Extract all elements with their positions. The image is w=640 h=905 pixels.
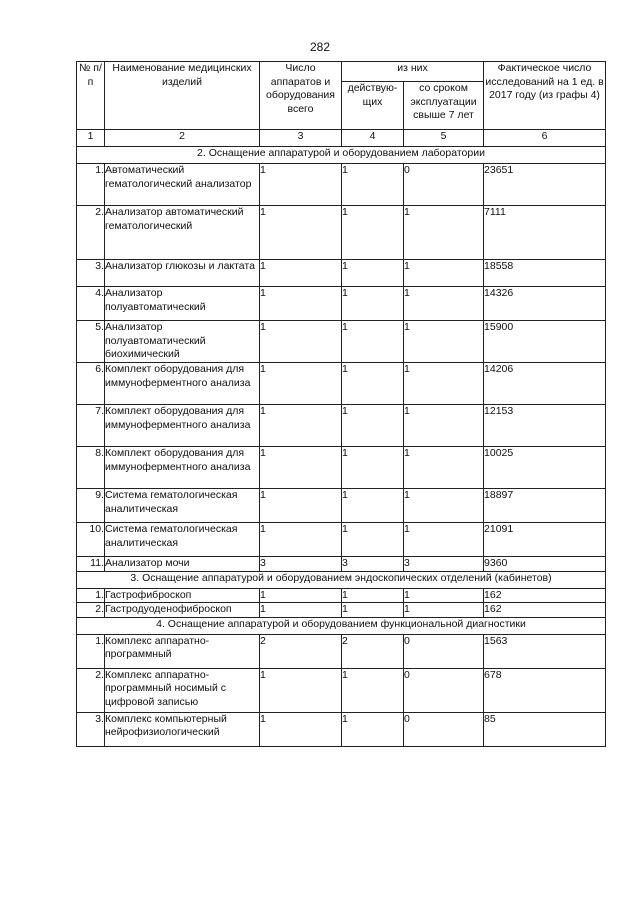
actual-studies: 14206	[484, 363, 606, 405]
column-number: 2	[105, 130, 260, 147]
count-active: 1	[342, 164, 404, 206]
item-name: Анализатор полуавтоматический биохимический	[105, 321, 260, 363]
count-over-7-years: 1	[404, 523, 484, 557]
actual-studies: 9360	[484, 557, 606, 572]
count-active: 1	[342, 489, 404, 523]
section-title: 3. Оснащение аппаратурой и оборудованием эндоскопических отделений (кабинетов)	[77, 571, 606, 588]
count-total: 3	[260, 557, 342, 572]
header-of-them: из них	[342, 62, 484, 82]
count-total: 1	[260, 712, 342, 746]
count-total: 1	[260, 363, 342, 405]
count-over-7-years: 1	[404, 447, 484, 489]
count-over-7-years: 0	[404, 712, 484, 746]
count-active: 1	[342, 603, 404, 618]
table-row	[77, 287, 606, 321]
section-header-row	[77, 147, 606, 164]
count-active: 1	[342, 588, 404, 603]
section-header-row	[77, 571, 606, 588]
count-active: 1	[342, 668, 404, 712]
table-row	[77, 260, 606, 287]
table-row	[77, 164, 606, 206]
header-actual: Фактическое число исследований на 1 ед. в 2017 году (из графы 4)	[484, 62, 606, 130]
count-total: 1	[260, 260, 342, 287]
section-title: 4. Оснащение аппаратурой и оборудованием функциональной диагностики	[77, 617, 606, 634]
item-name: Анализатор полуавтоматический	[105, 287, 260, 321]
row-number: 5.	[77, 321, 105, 363]
column-numbers-row	[77, 130, 606, 147]
count-over-7-years: 0	[404, 164, 484, 206]
actual-studies: 23651	[484, 164, 606, 206]
row-number: 6.	[77, 363, 105, 405]
header-name: Наименование медицинских изделий	[105, 62, 260, 130]
section-header-row	[77, 617, 606, 634]
row-number: 1.	[77, 164, 105, 206]
actual-studies: 162	[484, 603, 606, 618]
equipment-table	[76, 61, 606, 747]
actual-studies: 162	[484, 588, 606, 603]
count-active: 1	[342, 447, 404, 489]
count-active: 3	[342, 557, 404, 572]
item-name: Комплект оборудования для иммуноферментного анализа	[105, 405, 260, 447]
actual-studies: 1563	[484, 634, 606, 668]
actual-studies: 12153	[484, 405, 606, 447]
item-name: Комплекс аппаратно-программный	[105, 634, 260, 668]
column-number: 4	[342, 130, 404, 147]
count-total: 1	[260, 164, 342, 206]
item-name: Гастродуоденофиброскоп	[105, 603, 260, 618]
table-row	[77, 603, 606, 618]
count-active: 1	[342, 260, 404, 287]
table-row	[77, 523, 606, 557]
row-number: 3.	[77, 260, 105, 287]
row-number: 4.	[77, 287, 105, 321]
count-total: 1	[260, 321, 342, 363]
table-row	[77, 588, 606, 603]
count-over-7-years: 1	[404, 260, 484, 287]
table-row	[77, 668, 606, 712]
count-over-7-years: 1	[404, 287, 484, 321]
row-number: 3.	[77, 712, 105, 746]
header-over7: со сроком эксплуатации свыше 7 лет	[404, 82, 484, 130]
actual-studies: 21091	[484, 523, 606, 557]
row-number: 2.	[77, 206, 105, 260]
row-number: 11.	[77, 557, 105, 572]
actual-studies: 14326	[484, 287, 606, 321]
table-row	[77, 557, 606, 572]
item-name: Комплекс аппаратно-программный носимый с цифровой записью	[105, 668, 260, 712]
page-number: 282	[309, 40, 331, 54]
count-total: 1	[260, 668, 342, 712]
count-over-7-years: 1	[404, 363, 484, 405]
actual-studies: 18897	[484, 489, 606, 523]
count-over-7-years: 0	[404, 634, 484, 668]
row-number: 2.	[77, 668, 105, 712]
actual-studies: 15900	[484, 321, 606, 363]
table-row	[77, 363, 606, 405]
column-number: 1	[77, 130, 105, 147]
count-over-7-years: 0	[404, 668, 484, 712]
count-total: 1	[260, 405, 342, 447]
table-row	[77, 405, 606, 447]
row-number: 10.	[77, 523, 105, 557]
item-name: Анализатор мочи	[105, 557, 260, 572]
item-name: Анализатор автоматический гематологический	[105, 206, 260, 260]
count-over-7-years: 3	[404, 557, 484, 572]
item-name: Система гематологическая аналитическая	[105, 489, 260, 523]
actual-studies: 10025	[484, 447, 606, 489]
count-active: 1	[342, 523, 404, 557]
row-number: 9.	[77, 489, 105, 523]
count-over-7-years: 1	[404, 206, 484, 260]
count-total: 1	[260, 523, 342, 557]
count-active: 1	[342, 712, 404, 746]
count-over-7-years: 1	[404, 405, 484, 447]
column-number: 5	[404, 130, 484, 147]
count-over-7-years: 1	[404, 588, 484, 603]
actual-studies: 18558	[484, 260, 606, 287]
actual-studies: 7111	[484, 206, 606, 260]
item-name: Автоматический гематологический анализатор	[105, 164, 260, 206]
count-active: 1	[342, 287, 404, 321]
count-total: 1	[260, 603, 342, 618]
count-over-7-years: 1	[404, 489, 484, 523]
item-name: Комплект оборудования для иммуноферментного анализа	[105, 447, 260, 489]
count-total: 1	[260, 287, 342, 321]
count-active: 1	[342, 206, 404, 260]
row-number: 7.	[77, 405, 105, 447]
table-body	[77, 147, 606, 747]
table-row	[77, 489, 606, 523]
header-num: № п/п	[77, 62, 105, 130]
item-name: Гастрофиброскоп	[105, 588, 260, 603]
count-active: 1	[342, 363, 404, 405]
count-total: 1	[260, 588, 342, 603]
count-over-7-years: 1	[404, 321, 484, 363]
column-number: 6	[484, 130, 606, 147]
count-active: 2	[342, 634, 404, 668]
count-total: 1	[260, 489, 342, 523]
item-name: Комплекс компьютерный нейрофизиологический	[105, 712, 260, 746]
header-total: Число аппаратов и оборудования всего	[260, 62, 342, 130]
header-active: действую-щих	[342, 82, 404, 130]
count-total: 1	[260, 206, 342, 260]
count-active: 1	[342, 405, 404, 447]
item-name: Анализатор глюкозы и лактата	[105, 260, 260, 287]
table-row	[77, 206, 606, 260]
row-number: 1.	[77, 634, 105, 668]
item-name: Комплект оборудования для иммуноферментного анализа	[105, 363, 260, 405]
table-row	[77, 634, 606, 668]
row-number: 8.	[77, 447, 105, 489]
table-row	[77, 712, 606, 746]
table-row	[77, 447, 606, 489]
count-total: 1	[260, 447, 342, 489]
actual-studies: 85	[484, 712, 606, 746]
count-total: 2	[260, 634, 342, 668]
count-over-7-years: 1	[404, 603, 484, 618]
table-row	[77, 321, 606, 363]
row-number: 2.	[77, 603, 105, 618]
item-name: Система гематологическая аналитическая	[105, 523, 260, 557]
section-title: 2. Оснащение аппаратурой и оборудованием лаборатории	[77, 147, 606, 164]
row-number: 1.	[77, 588, 105, 603]
count-active: 1	[342, 321, 404, 363]
actual-studies: 678	[484, 668, 606, 712]
column-number: 3	[260, 130, 342, 147]
